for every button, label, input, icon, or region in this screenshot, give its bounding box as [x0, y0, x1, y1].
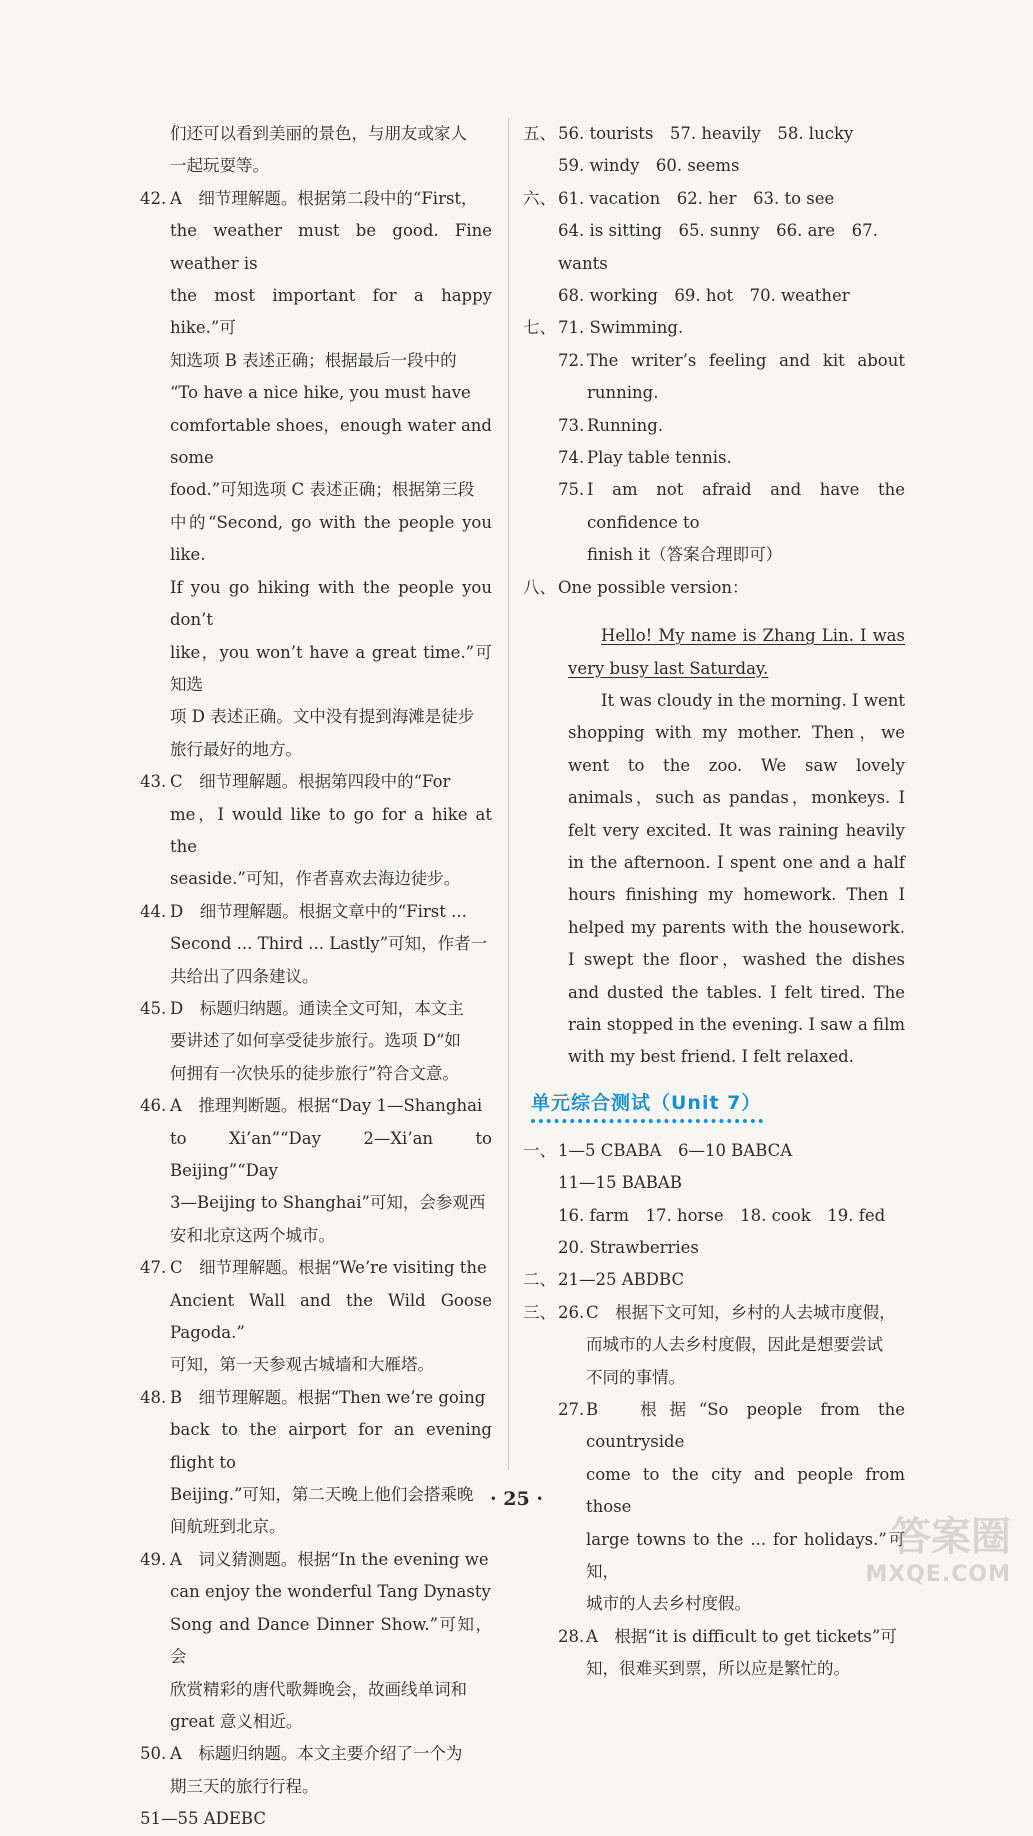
item-number: 47. — [140, 1258, 167, 1278]
text-line: seaside.”可知，作者喜欢去海边徒步。 — [170, 869, 461, 889]
item-number: 49. — [140, 1549, 167, 1569]
item-number: 48. — [140, 1387, 167, 1407]
text-line: C 细节理解题。根据“We’re visiting the — [170, 1258, 487, 1278]
column-divider — [508, 118, 509, 1470]
text-line: 们还可以看到美丽的景色，与朋友或家人 — [170, 124, 467, 143]
text-line: to Xi’an”“Day 2—Xi’an to Beijing”“Day — [170, 1128, 492, 1180]
section-number: 八、 — [523, 577, 556, 597]
text-line: 何拥有一次快乐的徒步旅行”符合文意。 — [170, 1063, 459, 1083]
text-line: 21—25 ABDBC — [558, 1270, 685, 1290]
section-number: 五、 — [523, 124, 556, 143]
section-8 — [523, 572, 905, 604]
watermark-url: MXQE.COM — [865, 1562, 1011, 1587]
text-line: back to the airport for an evening flight to — [170, 1420, 492, 1472]
item-number: 45. — [140, 998, 167, 1018]
item-number: 50. — [140, 1744, 167, 1764]
text-line: large towns to the ... for holidays.”可知， — [586, 1529, 905, 1582]
text-line: 城市的人去乡村度假。 — [586, 1594, 751, 1614]
text-line: D 标题归纳题。通读全文可知，本文主 — [170, 998, 464, 1018]
answer-item-42 — [140, 183, 492, 766]
text-line: 16. farm 17. horse 18. cook 19. fed — [558, 1205, 886, 1225]
answer-item-43 — [140, 766, 492, 896]
answer-item-49 — [140, 1544, 492, 1738]
section-number: 三、 — [523, 1302, 556, 1322]
text-line: 59. windy 60. seems — [558, 156, 740, 176]
text-line: Ancient Wall and the Wild Goose Pagoda.” — [170, 1290, 492, 1343]
text-line: 欣赏精彩的唐代歌舞晚会，故画线单词和 — [170, 1679, 467, 1699]
answer-item-50 — [140, 1738, 492, 1803]
text-line: A 根据“it is difficult to get tickets”可 — [586, 1626, 897, 1646]
answer-item-73 — [523, 410, 905, 442]
item-number: 28. — [558, 1626, 585, 1646]
text-line: can enjoy the wonderful Tang Dynasty — [170, 1582, 491, 1602]
text-line: Beijing.”可知，第二天晚上他们会搭乘晚 — [170, 1485, 474, 1505]
answer-item-45 — [140, 993, 492, 1090]
text-line: Song and Dance Dinner Show.”可知，会 — [170, 1614, 492, 1667]
text-line: 一起玩耍等。 — [170, 156, 269, 176]
text-line: the most important for a happy hike.”可 — [170, 286, 492, 338]
text-line: 不同的事情。 — [586, 1367, 685, 1387]
answer-range-51-55: 51—55 ADEBC — [140, 1809, 266, 1829]
text-line: 可知，第一天参观古城墙和大雁塔。 — [170, 1355, 434, 1375]
text-line: like，you won’t have a great time.”可知选 — [170, 642, 492, 694]
text-line: 11—15 BABAB — [558, 1173, 682, 1193]
text-line: 安和北京这两个城市。 — [170, 1225, 335, 1245]
sample-essay — [523, 620, 905, 1074]
section-number: 二、 — [523, 1270, 556, 1290]
text-line: A 推理判断题。根据“Day 1—Shanghai — [170, 1096, 483, 1116]
text-line: Second ... Third ... Lastly”可知，作者一 — [170, 934, 488, 954]
item-number: 27. — [558, 1400, 585, 1420]
answer-item-44 — [140, 896, 492, 993]
text-line: 期三天的旅行行程。 — [170, 1776, 319, 1796]
answer-item-47 — [140, 1252, 492, 1382]
text-line: A 标题归纳题。本文主要介绍了一个为 — [170, 1744, 463, 1764]
section-7 — [523, 312, 905, 344]
unit-section-2 — [523, 1264, 905, 1296]
answer-item-74 — [523, 442, 905, 474]
text-line: C 细节理解题。根据第四段中的“For — [170, 772, 451, 792]
unit-test-heading — [531, 1088, 905, 1123]
heading-text: 单元综合测试（Unit 7） — [531, 1091, 762, 1114]
item-number: 44. — [140, 901, 167, 921]
text-line: 68. working 69. hot 70. weather — [558, 286, 850, 306]
text-line: comfortable shoes，enough water and some — [170, 415, 492, 468]
item-number: 72. — [558, 350, 585, 370]
text-line: I am not afraid and have the confidence to — [587, 480, 905, 532]
text-line: 1—5 CBABA 6—10 BABCA — [558, 1140, 793, 1160]
text-line: 间航班到北京。 — [170, 1517, 286, 1537]
item-number: 75. — [558, 480, 585, 500]
text-line: 71. Swimming. — [558, 318, 684, 338]
item-number: 43. — [140, 772, 167, 792]
item-number: 73. — [558, 415, 585, 435]
section-6 — [523, 183, 905, 313]
text-line: me，I would like to go for a hike at the — [170, 804, 492, 856]
answer-item-46 — [140, 1090, 492, 1252]
section-number: 七、 — [523, 318, 556, 338]
page-number: · 25 · — [490, 1488, 543, 1510]
essay-opening: Hello! My name is Zhang Lin. I was very busy last Saturday. — [568, 626, 905, 678]
item-number: 42. — [140, 188, 167, 208]
right-column — [523, 118, 905, 1686]
text-line: B 细节理解题。根据“Then we’re going — [170, 1387, 486, 1407]
text-line: finish it（答案合理即可） — [587, 545, 783, 565]
answer-item-75 — [523, 474, 905, 571]
item-number: 74. — [558, 448, 585, 468]
text-line: Play table tennis. — [587, 448, 732, 468]
text-line: B 根据“So people from the countryside — [586, 1400, 905, 1452]
text-line: 64. is sitting 65. sunny 66. are 67. wants — [558, 221, 878, 273]
answer-item-26 — [558, 1297, 905, 1394]
text-line: great 意义相近。 — [170, 1711, 303, 1731]
answer-item-48 — [140, 1382, 492, 1544]
text-line: 知，很难买到票，所以应是繁忙的。 — [586, 1659, 850, 1679]
dotted-underline — [531, 1119, 763, 1123]
text-line: 共给出了四条建议。 — [170, 966, 319, 986]
text-line: the weather must be good. Fine weather is — [170, 221, 492, 273]
section-number: 六、 — [523, 188, 556, 208]
text-line: 中的“Second, go with the people you like. — [170, 512, 492, 565]
unit-section-1 — [523, 1135, 905, 1265]
item-number: 26. — [558, 1302, 585, 1322]
text-line: 旅行最好的地方。 — [170, 739, 302, 759]
section-5 — [523, 118, 905, 183]
left-column — [140, 118, 492, 1836]
text-line: A 细节理解题。根据第二段中的“First， — [170, 188, 478, 208]
text-line: 要讲述了如何享受徒步旅行。选项 D“如 — [170, 1031, 461, 1051]
text-line: 知选项 B 表述正确；根据最后一段中的 — [170, 350, 457, 370]
essay-body: It was cloudy in the morning. I went shopping with my mother. Then，we went to the zoo. We saw lovely animals，such as pandas，monkeys. I felt very excited. It was raining heavily in the afternoon. I spent one and a half hours finishing my homework. Then I helped my parents with the housework. I swept the floor，washed the dishes and dusted the tables. I felt tired. The rain stopped in the evening. I saw a film with my best friend. I felt relaxed. — [568, 690, 905, 1067]
text-line: 项 D 表述正确。文中没有提到海滩是徒步 — [170, 707, 475, 727]
text-line: 56. tourists 57. heavily 58. lucky — [558, 124, 854, 143]
watermark-logo — [811, 1512, 1011, 1592]
text-line: The writer’s feeling and kit about running. — [587, 350, 905, 403]
text-line: 20. Strawberries — [558, 1238, 699, 1257]
text-line: come to the city and people from those — [586, 1464, 905, 1517]
text-line: “To have a nice hike, you must have — [170, 383, 471, 403]
watermark-text: 答案圈 — [891, 1514, 1011, 1560]
item-number: 46. — [140, 1096, 167, 1116]
text-line: 而城市的人去乡村度假，因此是想要尝试 — [586, 1335, 883, 1355]
text-line: One possible version： — [558, 577, 749, 597]
text-line: C 根据下文可知，乡村的人去城市度假， — [586, 1302, 896, 1322]
answer-item-72 — [523, 345, 905, 410]
continuation-text — [140, 118, 492, 183]
answer-item-28 — [558, 1621, 905, 1686]
text-line: D 细节理解题。根据文章中的“First ... — [170, 901, 467, 921]
text-line: A 词义猜测题。根据“In the evening we — [170, 1549, 489, 1569]
section-number: 一、 — [523, 1140, 556, 1160]
text-line: 3—Beijing to Shanghai”可知，会参观西 — [170, 1193, 486, 1213]
text-line: food.”可知选项 C 表述正确；根据第三段 — [170, 480, 475, 500]
text-line: If you go hiking with the people you don’t — [170, 577, 492, 630]
text-line: 61. vacation 62. her 63. to see — [558, 188, 835, 208]
text-line: Running. — [587, 415, 664, 435]
